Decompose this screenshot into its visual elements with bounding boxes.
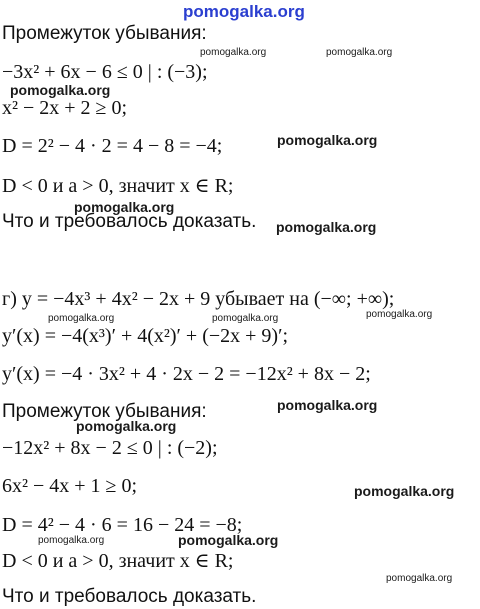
watermark: pomogalka.org	[326, 47, 393, 58]
math-line: 6x² − 4x + 1 ≥ 0;	[2, 475, 138, 497]
watermark: pomogalka.org	[354, 483, 455, 499]
math-line: −3x² + 6x − 6 ≤ 0 | : (−3);	[2, 61, 208, 83]
math-line: x² − 2x + 2 ≥ 0;	[2, 97, 128, 119]
math-line: D = 4² − 4 · 6 = 16 − 24 = −8;	[2, 514, 243, 536]
watermark: pomogalka.org	[366, 309, 433, 320]
math-line: y′(x) = −4 · 3x² + 4 · 2x − 2 = −12x² + 8x − 2;	[2, 363, 371, 385]
watermark-top: pomogalka.org	[183, 2, 305, 21]
watermark: pomogalka.org	[386, 573, 453, 584]
math-line: D = 2² − 4 · 2 = 4 − 8 = −4;	[2, 135, 223, 157]
math-line: г) y = −4x³ + 4x² − 2x + 9 убывает на (−∞; +∞);	[2, 288, 395, 310]
math-line: D < 0 и a > 0, значит x ∈ R;	[2, 175, 234, 197]
watermark: pomogalka.org	[276, 219, 377, 235]
watermark: pomogalka.org	[178, 532, 279, 548]
math-line: y′(x) = −4(x³)′ + 4(x²)′ + (−2x + 9)′;	[2, 325, 289, 347]
watermark: pomogalka.org	[10, 82, 111, 98]
watermark: pomogalka.org	[277, 132, 378, 148]
watermark: pomogalka.org	[277, 397, 378, 413]
watermark: pomogalka.org	[74, 199, 175, 215]
watermark: pomogalka.org	[200, 47, 267, 58]
text-line: Промежуток убывания:	[2, 23, 207, 44]
watermark: pomogalka.org	[76, 418, 177, 434]
watermark: pomogalka.org	[212, 313, 279, 324]
math-line: −12x² + 8x − 2 ≤ 0 | : (−2);	[2, 437, 218, 459]
text-line: Промежуток убывания:	[2, 401, 207, 422]
text-line: Что и требовалось доказать.	[2, 586, 257, 607]
text-line: Что и требовалось доказать.	[2, 211, 257, 232]
math-line: D < 0 и a > 0, значит x ∈ R;	[2, 550, 234, 572]
watermark: pomogalka.org	[38, 535, 105, 546]
watermark: pomogalka.org	[48, 313, 115, 324]
